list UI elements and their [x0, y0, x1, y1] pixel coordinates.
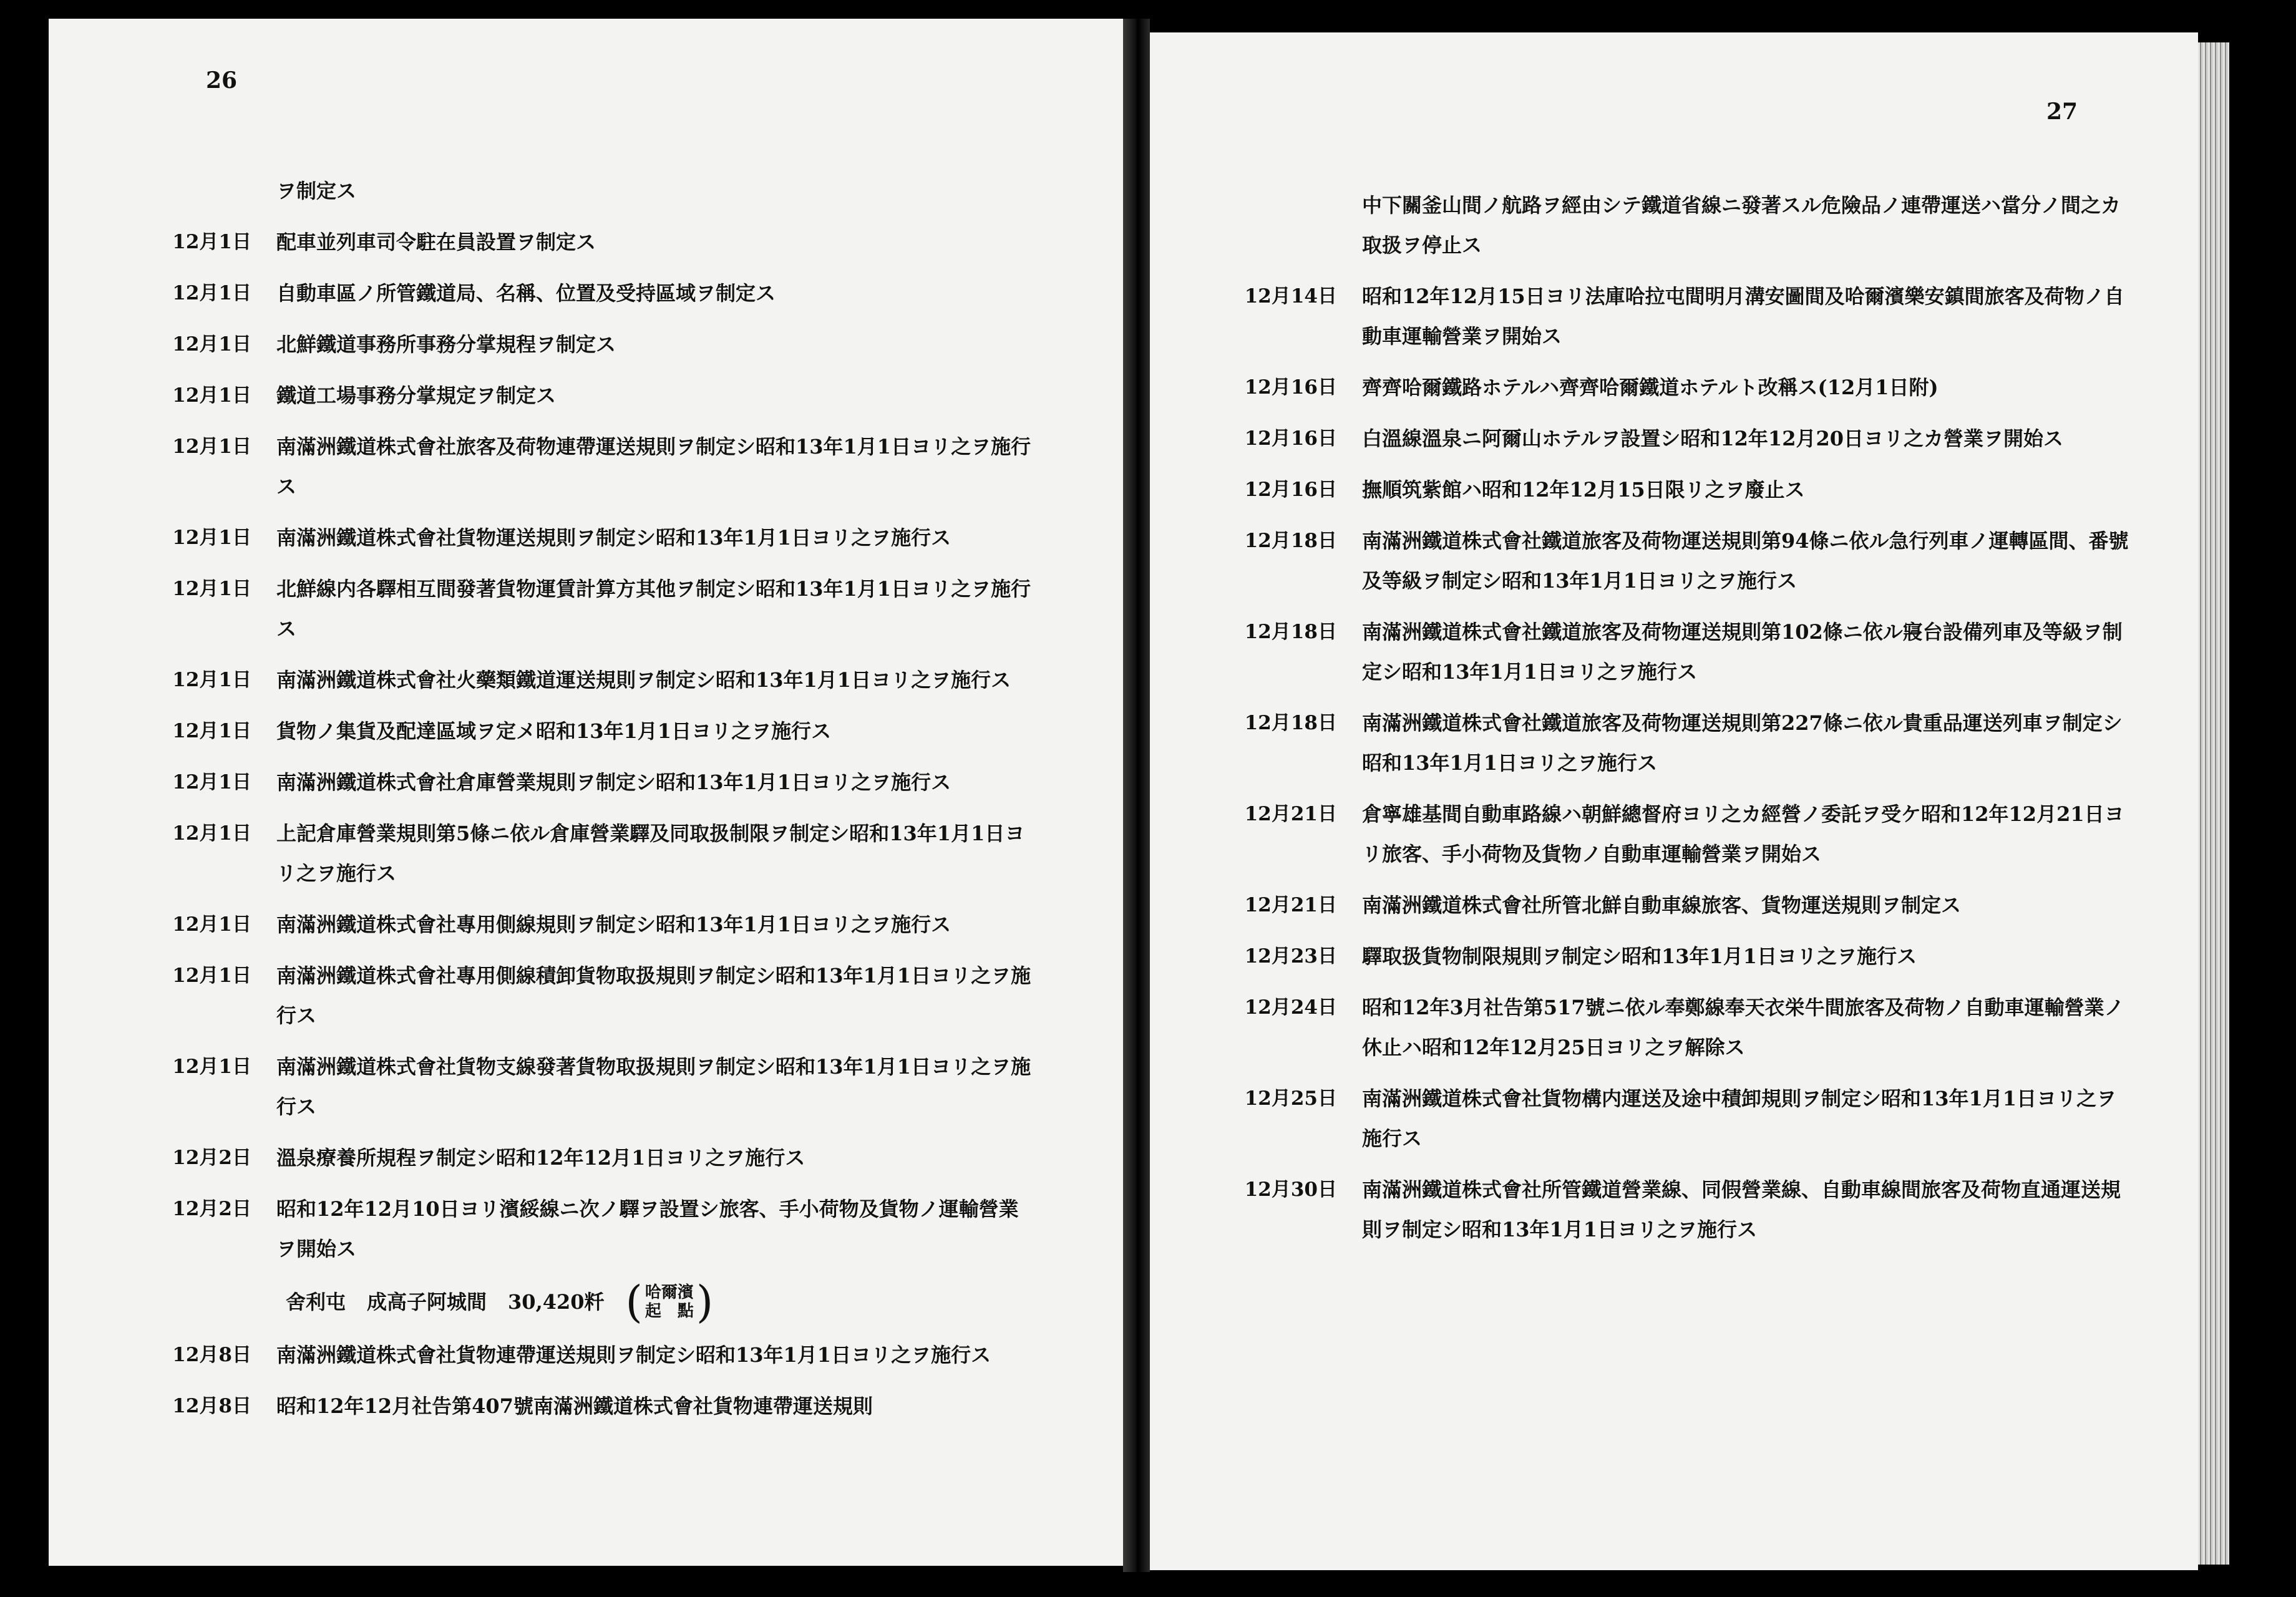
entry-date: 12月14日 [1244, 285, 1337, 308]
entry-date: 12月2日 [172, 1198, 251, 1220]
list-item [1219, 988, 2129, 1067]
entry-text: 南滿洲鐵道株式會社鐵道旅客及荷物運送規則第227條ニ依ル貴重品運送列車ヲ制定シ昭和13年1月1日ヨリ之ヲ施行ス [1362, 711, 2123, 775]
list-item [133, 1138, 1038, 1178]
entry-date: 12月16日 [1244, 376, 1337, 399]
entry-date: 12月21日 [1244, 803, 1337, 825]
entry-text: 自動車區ノ所管鐵道局、名稱、位置及受持區域ヲ制定ス [276, 281, 776, 305]
list-item [1219, 885, 2129, 925]
list-item [1219, 419, 2129, 459]
entry-date: 12月1日 [172, 384, 251, 407]
entry-date: 12月16日 [1244, 427, 1337, 450]
entry-text: 南滿洲鐵道株式會社所管鐵道營業線、同假營業線、自動車線間旅客及荷物直通運送規則ヲ制定シ昭和13年1月1日ヨリ之ヲ施行ス [1362, 1178, 2121, 1241]
entry-text: 昭和12年12月10日ヨリ濱綏線ニ次ノ驛ヲ設置シ旅客、手小荷物及貨物ノ運輸營業ヲ開始ス [276, 1197, 1019, 1261]
list-item [133, 711, 1038, 751]
entry-date: 12月23日 [1244, 945, 1337, 968]
origin-stack [643, 1283, 696, 1321]
entry-text: 南滿洲鐵道株式會社鐵道旅客及荷物運送規則第94條ニ依ル急行列車ノ運轉區間、番號及等級ヲ制定シ昭和13年1月1日ヨリ之ヲ施行ス [1362, 529, 2129, 593]
list-item [1219, 612, 2129, 692]
entry-date: 12月1日 [172, 822, 251, 845]
entry-date: 12月1日 [172, 333, 251, 356]
right-page [1150, 32, 2198, 1570]
entry-date: 12月16日 [1244, 478, 1337, 501]
entry-text: 南滿洲鐵道株式會社貨物連帶運送規則ヲ制定シ昭和13年1月1日ヨリ之ヲ施行ス [276, 1343, 991, 1367]
entry-date: 12月30日 [1244, 1178, 1337, 1201]
entry-date: 12月1日 [172, 771, 251, 794]
entry-text: 昭和12年12月15日ヨリ法庫哈拉屯間明月溝安圖間及哈爾濱樂安鎮間旅客及荷物ノ自動車運輸營業ヲ開始ス [1362, 284, 2124, 348]
entry-text: 南滿洲鐵道株式會社貨物運送規則ヲ制定シ昭和13年1月1日ヨリ之ヲ施行ス [276, 526, 951, 550]
entry-text: 南滿洲鐵道株式會社貨物支線發著貨物取扱規則ヲ制定シ昭和13年1月1日ヨリ之ヲ施行ス [276, 1055, 1031, 1119]
list-item [1219, 794, 2129, 874]
entry-date: 12月18日 [1244, 712, 1337, 734]
list-item [1219, 276, 2129, 356]
entry-date: 12月25日 [1244, 1087, 1337, 1110]
entry-text: 上記倉庫營業規則第5條ニ依ル倉庫營業驛及同取扱制限ヲ制定シ昭和13年1月1日ヨリ之ヲ施行ス [276, 822, 1025, 885]
entry-date: 12月1日 [172, 527, 251, 549]
list-item [133, 956, 1038, 1036]
list-item [133, 222, 1038, 262]
entry-text: 南滿洲鐵道株式會社貨物構内運送及途中積卸規則ヲ制定シ昭和13年1月1日ヨリ之ヲ施行ス [1362, 1087, 2117, 1150]
entry-date: 12月18日 [1244, 621, 1337, 643]
list-item [1219, 367, 2129, 407]
entry-text: 撫順筑紫館ハ昭和12年12月15日限リ之ヲ廢止ス [1362, 478, 1805, 502]
entry-date: 12月21日 [1244, 894, 1337, 916]
entry-text: 貨物ノ集貨及配達區域ヲ定メ昭和13年1月1日ヨリ之ヲ施行ス [276, 719, 832, 743]
list-item [133, 1335, 1038, 1375]
origin-note [625, 1276, 714, 1328]
entry-text: 溫泉療養所規程ヲ制定シ昭和12年12月1日ヨリ之ヲ施行ス [276, 1146, 805, 1170]
left-page [49, 19, 1123, 1566]
list-item [133, 762, 1038, 802]
entry-text: 白溫線溫泉ニ阿爾山ホテルヲ設置シ昭和12年12月20日ヨリ之カ營業ヲ開始ス [1362, 427, 2063, 450]
entry-date: 12月8日 [172, 1395, 251, 1417]
entry-date: 12月1日 [172, 964, 251, 987]
entry-date: 12月24日 [1244, 996, 1337, 1019]
entry-text: 中下關釜山間ノ航路ヲ經由シテ鐵道省線ニ發著スル危險品ノ連帶運送ハ當分ノ間之カ取扱ヲ停止ス [1362, 193, 2121, 257]
page-number: 27 [2046, 99, 2078, 125]
list-item [133, 1047, 1038, 1127]
entry-text: 南滿洲鐵道株式會社專用側線積卸貨物取扱規則ヲ制定シ昭和13年1月1日ヨリ之ヲ施行ス [276, 964, 1031, 1027]
entry-date: 12月1日 [172, 1056, 251, 1078]
list-item [133, 171, 1038, 211]
origin-line: 哈爾濱 [645, 1283, 694, 1302]
station-section: 成高子阿城間 [367, 1290, 487, 1314]
list-item [133, 660, 1038, 700]
entry-date: 12月1日 [172, 913, 251, 936]
right-entry-list [1219, 185, 2129, 1261]
list-item [1219, 185, 2129, 265]
entry-text: 倉寧雄基間自動車路線ハ朝鮮總督府ヨリ之カ經營ノ委託ヲ受ケ昭和12年12月21日ヨリ旅客、手小荷物及貨物ノ自動車運輸營業ヲ開始ス [1362, 802, 2124, 866]
entry-text: 驛取扱貨物制限規則ヲ制定シ昭和13年1月1日ヨリ之ヲ施行ス [1362, 944, 1917, 968]
entry-text: 南滿洲鐵道株式會社所管北鮮自動車線旅客、貨物運送規則ヲ制定ス [1362, 893, 1962, 917]
entry-text: 配車並列車司令駐在員設置ヲ制定ス [276, 230, 596, 254]
page-edges [2198, 42, 2229, 1565]
entry-date: 12月2日 [172, 1147, 251, 1169]
list-item [133, 376, 1038, 415]
list-item [1219, 703, 2129, 783]
entry-text: 南滿洲鐵道株式會社旅客及荷物連帶運送規則ヲ制定シ昭和13年1月1日ヨリ之ヲ施行ス [276, 435, 1031, 498]
entry-date: 12月1日 [172, 435, 251, 458]
left-entry-list [133, 171, 1038, 1437]
entry-text: 鐵道工場事務分掌規定ヲ制定ス [276, 384, 557, 407]
list-item [133, 273, 1038, 313]
entry-date: 12月1日 [172, 282, 251, 304]
entry-text: ヲ制定ス [276, 179, 357, 203]
entry-text: 南滿洲鐵道株式會社火藥類鐵道運送規則ヲ制定シ昭和13年1月1日ヨリ之ヲ施行ス [276, 668, 1011, 692]
right-paren: ) [696, 1276, 714, 1328]
list-item [1219, 521, 2129, 601]
entry-date: 12月1日 [172, 720, 251, 742]
list-item [133, 518, 1038, 558]
station-name: 舍利屯 [286, 1290, 346, 1314]
entry-date: 12月1日 [172, 669, 251, 691]
entry-text: 南滿洲鐵道株式會社鐵道旅客及荷物運送規則第102條ニ依ル寢台設備列車及等級ヲ制定シ昭和13年1月1日ヨリ之ヲ施行ス [1362, 620, 2123, 684]
page-number: 26 [206, 67, 238, 94]
list-item [133, 324, 1038, 364]
entry-text: 齊齊哈爾鐵路ホテルハ齊齊哈爾鐵道ホテルト改稱ス(12月1日附) [1362, 376, 1938, 399]
left-paren: ( [625, 1276, 643, 1328]
entry-date: 12月8日 [172, 1344, 251, 1366]
list-item [133, 569, 1038, 649]
entry-date: 12月1日 [172, 578, 251, 600]
entry-text: 昭和12年3月社告第517號ニ依ル奉鄭線奉天衣栄牛間旅客及荷物ノ自動車運輸營業ノ休止ハ昭和12年12月25日ヨリ之ヲ解除ス [1362, 996, 2124, 1059]
list-item [1219, 936, 2129, 976]
station-distance: 30,420粁 [508, 1290, 605, 1314]
list-item [133, 813, 1038, 893]
list-item [133, 427, 1038, 507]
origin-line: 起 點 [645, 1302, 694, 1321]
station-table-row [286, 1276, 1038, 1328]
list-item [1219, 1079, 2129, 1158]
list-item [1219, 1170, 2129, 1250]
list-item [1219, 470, 2129, 510]
list-item [133, 1386, 1038, 1426]
entry-text: 北鮮線内各驛相互間發著貨物運賃計算方其他ヲ制定シ昭和13年1月1日ヨリ之ヲ施行ス [276, 577, 1031, 641]
entry-text: 昭和12年12月社告第407號南滿洲鐵道株式會社貨物連帶運送規則 [276, 1394, 873, 1418]
entry-text: 南滿洲鐵道株式會社專用側線規則ヲ制定シ昭和13年1月1日ヨリ之ヲ施行ス [276, 913, 951, 936]
entry-date: 12月1日 [172, 231, 251, 253]
list-item [133, 1189, 1038, 1269]
entry-date: 12月18日 [1244, 530, 1337, 552]
entry-text: 南滿洲鐵道株式會社倉庫營業規則ヲ制定シ昭和13年1月1日ヨリ之ヲ施行ス [276, 770, 951, 794]
list-item [133, 905, 1038, 944]
book-gutter [1123, 19, 1150, 1572]
entry-text: 北鮮鐵道事務所事務分掌規程ヲ制定ス [276, 333, 616, 356]
